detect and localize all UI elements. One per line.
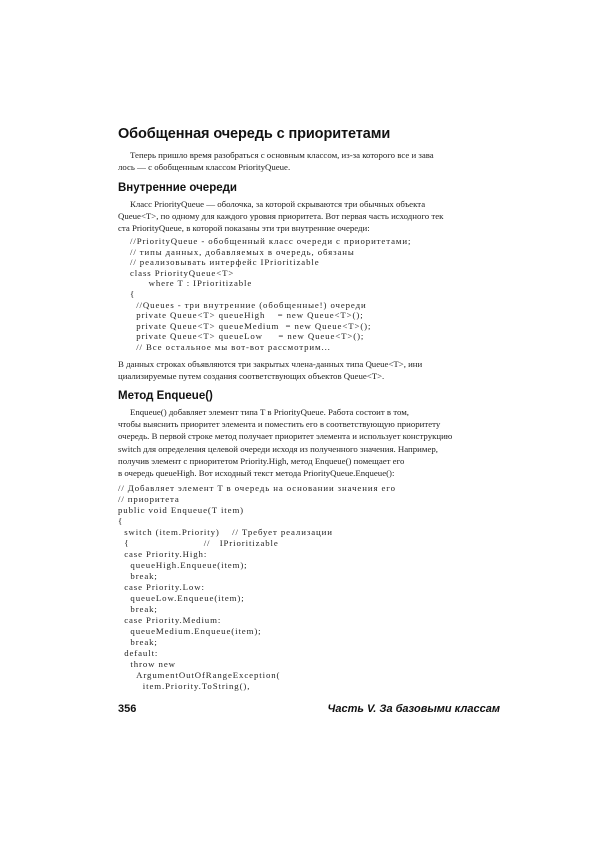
intro-line: лось — с обобщенным классом PriorityQueue. (118, 162, 291, 173)
code-line: item.Priority.ToString(), (118, 681, 251, 691)
code-line: private Queue<T> queueMedium = new Queue<T>(); (130, 320, 372, 331)
enqueue-paragraph (118, 406, 498, 479)
code-line: break; (118, 571, 158, 581)
code-line: private Queue<T> queueLow = new Queue<T>(); (130, 331, 365, 342)
code-listing-queues (130, 236, 515, 353)
code-line: queueLow.Enqueue(item); (118, 593, 245, 603)
code-line: // Добавляет элемент T в очередь на основании значения его (118, 483, 396, 493)
code-line: break; (118, 637, 158, 647)
code-line: case Priority.Medium: (118, 615, 222, 625)
paragraph-line: Enqueue() добавляет элемент типа T в PriorityQueue. Работа состоит в том, (130, 407, 410, 417)
code-line: where T : IPrioritizable (130, 278, 253, 289)
paragraph-line: получив элемент с приоритетом Priority.High, метод Enqueue() помещает его (118, 455, 405, 466)
code-line: //Queues - три внутренние (обобщенные!) очереди (130, 299, 367, 310)
code-line: break; (118, 604, 158, 614)
inner-queues-paragraph (118, 198, 498, 235)
intro-line: Теперь пришло время разобраться с основным классом, из-за которого все и зава (130, 150, 434, 160)
code-line: queueMedium.Enqueue(item); (118, 626, 262, 636)
code-line: case Priority.High: (118, 549, 208, 559)
code-line: { // IPrioritizable (118, 538, 279, 548)
after-code-paragraph (118, 358, 498, 382)
section-title: Обобщенная очередь с приоритетами (118, 126, 391, 142)
intro-paragraph (118, 149, 498, 173)
subsection-title-enqueue: Метод Enqueue() (118, 390, 213, 402)
page-footer (118, 703, 500, 719)
paragraph-line: Queue<T>, по одному для каждого уровня приоритета. Вот первая часть исходного тек (118, 211, 444, 222)
paragraph-line: В данных строках объявляются три закрытых члена-данных типа Queue<T>, ини (118, 359, 423, 369)
paragraph-line: в очередь queueHigh. Вот исходный текст метода PriorityQueue.Enqueue(): (118, 467, 395, 478)
code-line: default: (118, 648, 159, 658)
running-footer-title: Часть V. За базовыми классам (327, 703, 500, 715)
code-line: throw new (118, 659, 176, 669)
code-line: private Queue<T> queueHigh = new Queue<T>(); (130, 310, 364, 321)
code-line: //PriorityQueue - обобщенный класс очереди с приоритетами; (130, 236, 412, 246)
page-number: 356 (118, 703, 137, 715)
code-line: { (130, 288, 136, 299)
code-line: public void Enqueue(T item) (118, 505, 245, 515)
code-line: // Все остальное мы вот-вот рассмотрим... (130, 341, 331, 352)
paragraph-line: switch для определения целевой очереди исходя из полученного значения. Например, (118, 443, 438, 454)
code-line: // реализовывать интерфейс IPrioritizable (130, 257, 320, 268)
code-line: // приоритета (118, 494, 180, 504)
paragraph-line: чтобы выяснить приоритет элемента и поместить его в соответствующую приоритету (118, 419, 441, 430)
code-line: queueHigh.Enqueue(item); (118, 560, 248, 570)
paragraph-line: ста PriorityQueue, в которой показаны эти три внутренние очереди: (118, 223, 370, 234)
paragraph-line: Класс PriorityQueue — оболочка, за которой скрываются три обычных объекта (130, 199, 426, 209)
subsection-title-inner-queues: Внутренние очереди (118, 182, 237, 194)
code-line: class PriorityQueue<T> (130, 267, 235, 278)
code-listing-enqueue (118, 483, 503, 692)
code-line: { (118, 516, 124, 526)
code-line: // типы данных, добавляемых в очередь, обязаны (130, 246, 355, 257)
paragraph-line: циализируемые путем создания соответствующих объектов Queue<T>. (118, 371, 385, 382)
code-line: case Priority.Low: (118, 582, 205, 592)
code-line: ArgumentOutOfRangeException( (118, 670, 281, 680)
paragraph-line: очередь. В первой строке метод получает приоритет элемента и использует конструкцию (118, 431, 453, 442)
code-line: switch (item.Priority) // Требует реализации (118, 527, 333, 537)
